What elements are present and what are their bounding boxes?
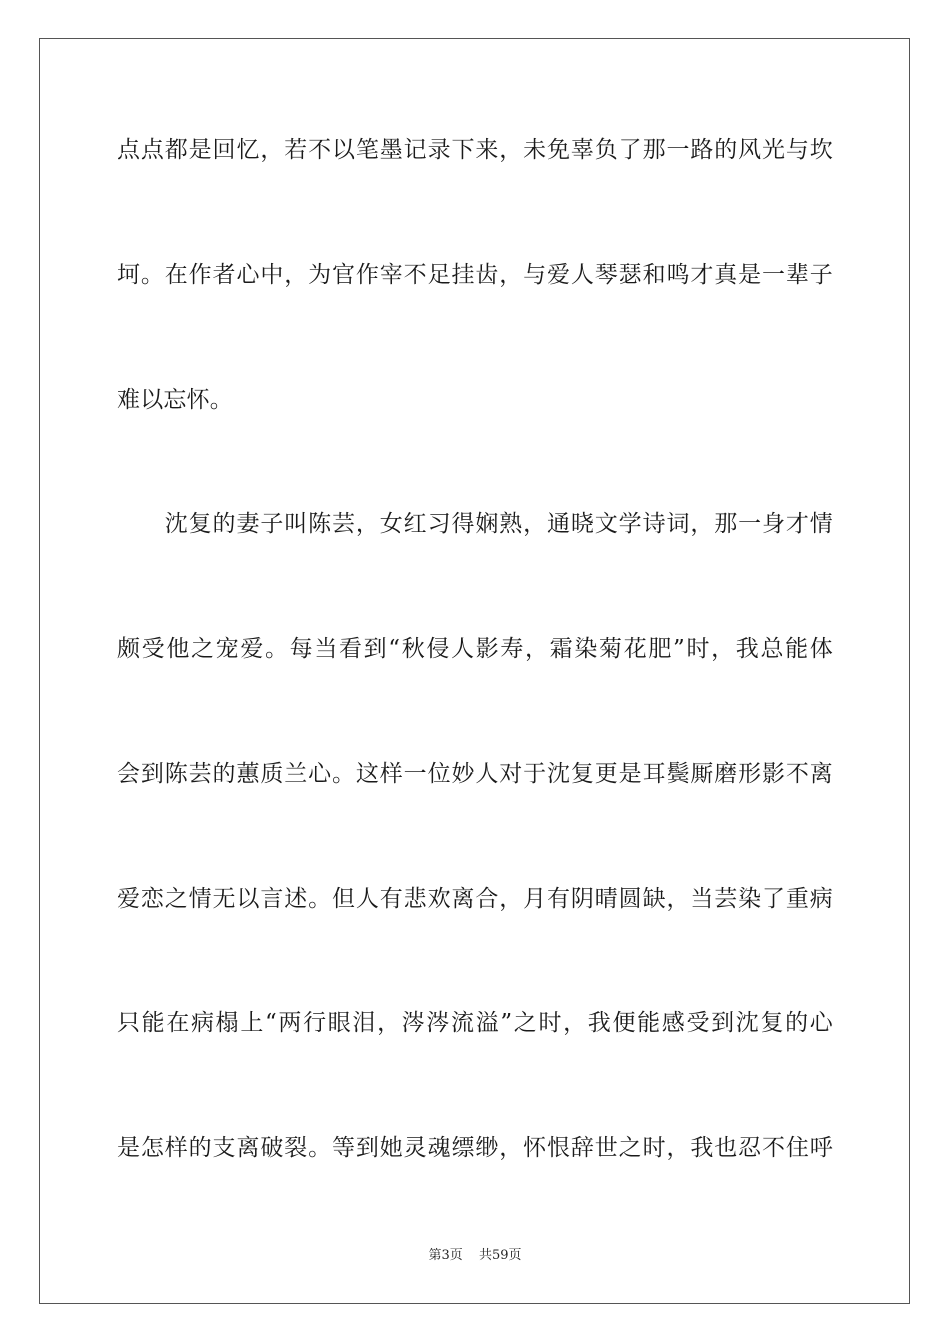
text-line: 会到陈芸的蕙质兰心。这样一位妙人对于沈复更是耳鬓厮磨形影不离 — [117, 761, 833, 787]
text-line: 坷。在作者心中，为官作宰不足挂齿，与爱人琴瑟和鸣才真是一辈子 — [117, 262, 833, 288]
text-line: 只能在病榻上“两行眼泪，涔涔流溢”之时，我便能感受到沈复的心 — [117, 1010, 833, 1036]
text-line: 颇受他之宠爱。每当看到“秋侵人影寿，霜染菊花肥”时，我总能体 — [117, 636, 833, 662]
text-line: 点点都是回忆，若不以笔墨记录下来，未免辜负了那一路的风光与坎 — [117, 137, 833, 163]
page-total: 共59页 — [478, 1248, 522, 1263]
text-line: 难以忘怀。 — [117, 387, 233, 413]
text-line: 爱恋之情无以言述。但人有悲欢离合，月有阴晴圆缺，当芸染了重病 — [117, 886, 833, 912]
page-number: 第3页 — [428, 1248, 463, 1263]
page-border — [39, 38, 910, 1304]
page-footer — [0, 1247, 950, 1265]
text-line: 沈复的妻子叫陈芸，女红习得娴熟，通晓文学诗词，那一身才情 — [117, 511, 833, 537]
text-line: 是怎样的支离破裂。等到她灵魂缥缈，怀恨辞世之时，我也忍不住呼 — [117, 1135, 833, 1161]
